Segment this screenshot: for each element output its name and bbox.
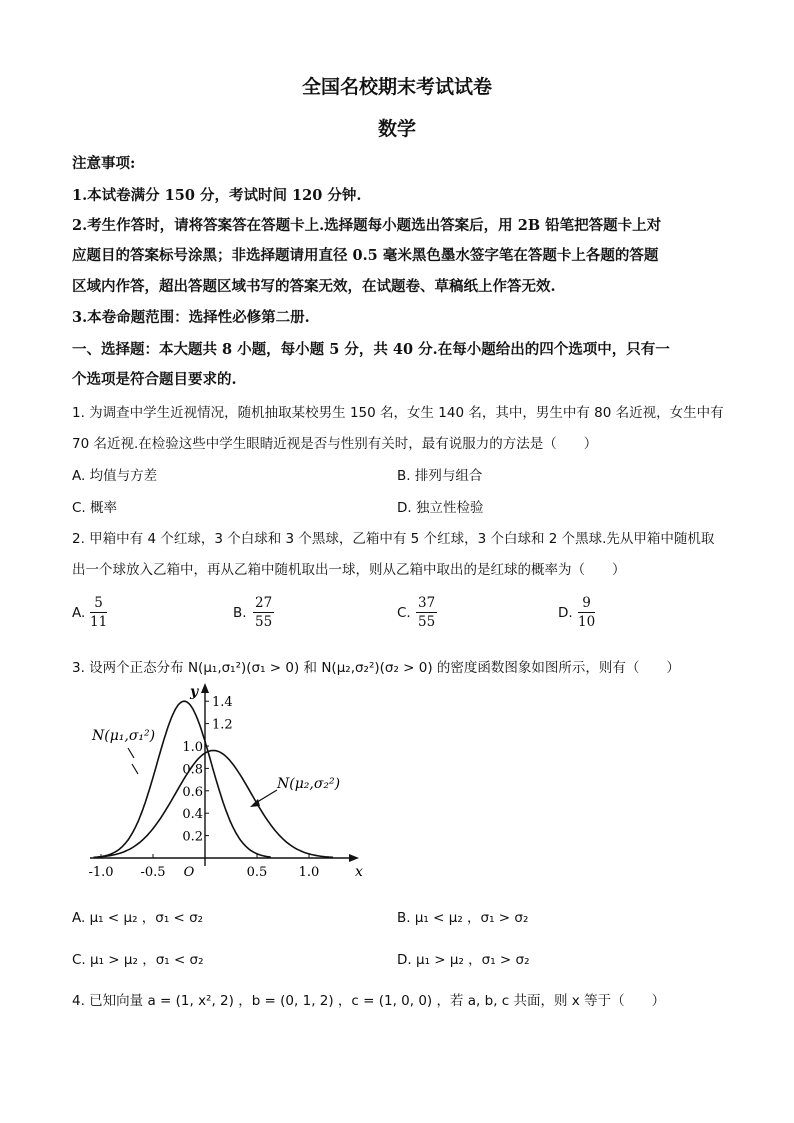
q2-option-a-denominator: 11: [90, 614, 108, 630]
section-heading-line-2: 个选项是符合题目要求的.: [72, 371, 237, 388]
x-tick-label: 0.5: [246, 865, 268, 880]
series-label-1: N(μ₁,σ₁²): [92, 728, 156, 744]
q2-option-c-denominator: 55: [418, 614, 436, 630]
x-tick-label: 1.0: [298, 865, 320, 880]
y-tick-label: 1.0: [182, 740, 203, 755]
q4-line-1: 4. 已知向量 a = (1, x², 2) ，b = (0, 1, 2) ，c = (1, 0, 0) ，若 a, b, c 共面，则 x 等于（ ）: [72, 993, 666, 1009]
note-line-3: 应题目的答案标号涂黑；非选择题请用直径 0.5 毫米黑色墨水签字笔在答题卡上各题的答题: [72, 247, 659, 264]
q3-option-b: B. μ₁ < μ₂ ，σ₁ > σ₂: [397, 910, 529, 926]
q2-option-b-fraction: [253, 594, 274, 631]
series-label-1-pointer: [128, 748, 138, 774]
q2-option-c-numerator: 37: [418, 595, 436, 611]
subject-title: 数学: [377, 118, 416, 140]
q2-option-c-label: C.: [397, 605, 411, 621]
series-label-2: N(μ₂,σ₂²): [277, 776, 341, 792]
x-axis-arrow: [349, 854, 359, 862]
note-line-5: 3.本卷命题范围：选择性必修第二册.: [72, 309, 310, 326]
q2-option-c-fraction: [416, 594, 437, 631]
normal-distribution-chart: [72, 676, 372, 891]
x-tick-label: O: [183, 865, 195, 880]
q3-option-c: C. μ₁ > μ₂ ，σ₁ < σ₂: [72, 952, 204, 968]
q2-option-a-numerator: 5: [90, 594, 107, 613]
x-axis-label: x: [355, 864, 363, 880]
q2-option-b-numerator: 27: [255, 595, 273, 611]
page-title: 全国名校期末考试试卷: [301, 76, 492, 98]
q3-option-a: A. μ₁ < μ₂ ，σ₁ < σ₂: [72, 910, 204, 926]
q2-option-d-denominator: 10: [578, 614, 596, 630]
y-tick-label: 0.4: [182, 807, 203, 823]
q3-option-d: D. μ₁ > μ₂ ，σ₁ > σ₂: [397, 952, 530, 968]
q1-option-c: C. 概率: [72, 500, 118, 516]
note-line-1: 1.本试卷满分 150 分，考试时间 120 分钟.: [72, 187, 362, 204]
y-tick-label: 1.2: [212, 717, 233, 733]
q1-option-a: A. 均值与方差: [72, 468, 158, 484]
curve-2: [94, 751, 334, 858]
note-line-2: 2.考生作答时，请将答案答在答题卡上.选择题每小题选出答案后，用 2B 铅笔把答题卡上对: [72, 217, 662, 234]
x-tick-label: -0.5: [140, 865, 166, 880]
q2-option-b-denominator: 55: [255, 614, 273, 630]
q1-line-2: 70 名近视.在检验这些中学生眼睛近视是否与性别有关时，最有说服力的方法是（ ）: [72, 436, 598, 452]
q1-option-b: B. 排列与组合: [397, 468, 483, 484]
x-tick-label: -1.0: [88, 865, 114, 880]
y-tick-label: 0.6: [182, 784, 203, 800]
y-axis-label: y: [190, 684, 199, 700]
q2-line-2: 出一个球放入乙箱中，再从乙箱中随机取出一球，则从乙箱中取出的是红球的概率为（ ）: [72, 562, 626, 578]
y-axis-arrow: [201, 683, 209, 693]
q2-option-a-label: A.: [72, 605, 86, 621]
y-tick-label: 1.4: [212, 695, 233, 711]
section-heading-line-1: 一、选择题：本大题共 8 小题，每小题 5 分，共 40 分.在每小题给出的四个选项中，只有一: [72, 341, 670, 358]
note-line-4: 区域内作答，超出答题区域书写的答案无效，在试题卷、草稿纸上作答无效.: [72, 278, 556, 295]
q3-line-1: 3. 设两个正态分布 N(μ₁,σ₁²)(σ₁ > 0) 和 N(μ₂,σ₂²)(σ₂ > 0) 的密度函数图象如图所示，则有（ ）: [72, 660, 680, 676]
q1-option-d: D. 独立性检验: [397, 500, 484, 516]
q2-option-d-fraction: [578, 594, 595, 631]
q2-line-1: 2. 甲箱中有 4 个红球，3 个白球和 3 个黑球，乙箱中有 5 个红球，3 个白球和 2 个黑球.先从甲箱中随机取: [72, 531, 715, 547]
notes-heading: 注意事项:: [72, 155, 136, 172]
q2-option-b-label: B.: [233, 605, 247, 621]
q2-option-a-fraction: [90, 594, 107, 631]
q2-option-d-label: D.: [558, 605, 573, 621]
y-tick-label: 0.8: [182, 762, 203, 778]
q1-line-1: 1. 为调查中学生近视情况，随机抽取某校男生 150 名，女生 140 名，其中，男生中有 80 名近视，女生中有: [72, 405, 724, 421]
y-tick-label: 0.2: [182, 829, 203, 845]
q2-option-d-numerator: 9: [578, 594, 595, 613]
